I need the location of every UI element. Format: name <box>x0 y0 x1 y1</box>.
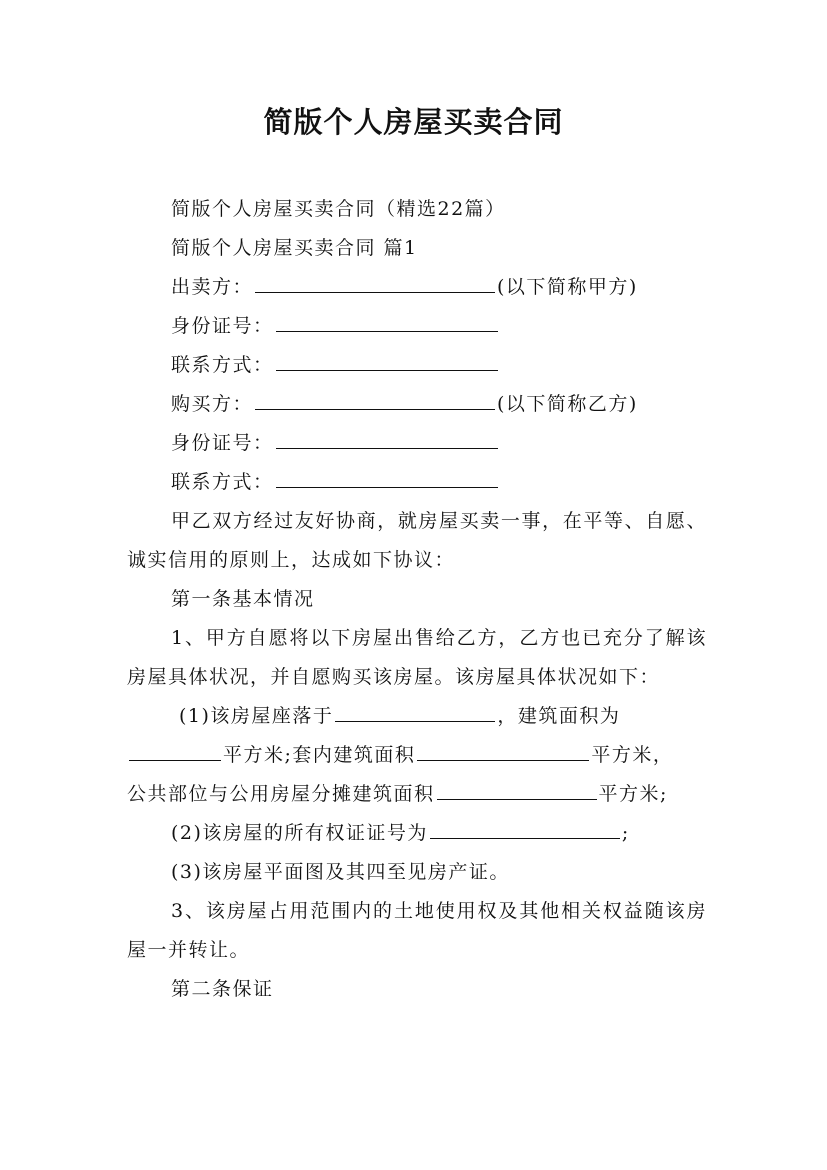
article-2-heading: 第二条保证 <box>171 978 274 1000</box>
buyer-contact-label: 联系方式： <box>171 471 274 493</box>
item-1-area-label: ，建筑面积为 <box>497 705 621 727</box>
seller-id-label: 身份证号： <box>171 315 274 337</box>
buyer-contact-line <box>127 463 707 502</box>
seller-id-blank <box>276 312 498 332</box>
item-1-shared-area-label: 公共部位与公用房屋分摊建筑面积 <box>127 783 435 805</box>
buyer-line <box>127 385 707 424</box>
item-1-line-1 <box>127 697 707 736</box>
subtitle-line: 简版个人房屋买卖合同（精选22篇） <box>171 198 506 220</box>
seller-label: 出卖方： <box>171 276 254 298</box>
item-3-line: (3)该房屋平面图及其四至见房产证。 <box>171 861 510 883</box>
clause-1-paragraph: 1、甲方自愿将以下房屋出售给乙方，乙方也已充分了解该房屋具体状况，并自愿购买该房屋。该房屋具体状况如下： <box>127 627 707 688</box>
seller-id-line <box>127 307 707 346</box>
item-1-location-label: (1)该房屋座落于 <box>179 705 334 727</box>
buyer-id-line <box>127 424 707 463</box>
buyer-id-blank <box>276 429 498 449</box>
item-1-inner-area-label: 平方米;套内建筑面积 <box>223 744 416 766</box>
seller-contact-blank <box>276 351 498 371</box>
seller-line <box>127 268 707 307</box>
certificate-number-blank <box>430 819 620 839</box>
seller-contact-label: 联系方式： <box>171 354 274 376</box>
buyer-suffix: (以下简称乙方) <box>497 393 638 415</box>
shared-area-blank <box>437 780 597 800</box>
item-2-end: ; <box>621 822 630 844</box>
seller-name-blank <box>255 273 495 293</box>
item-2-label: (2)该房屋的所有权证证号为 <box>171 822 428 844</box>
building-area-blank <box>129 741 221 761</box>
inner-area-blank <box>417 741 589 761</box>
item-1-line-2 <box>127 736 707 775</box>
location-blank <box>335 702 495 722</box>
document-body <box>127 190 707 1009</box>
buyer-contact-blank <box>276 468 498 488</box>
seller-suffix: (以下简称甲方) <box>497 276 638 298</box>
seller-contact-line <box>127 346 707 385</box>
buyer-name-blank <box>255 390 495 410</box>
item-1-unit-2: 平方米; <box>598 783 668 805</box>
document-title: 简版个人房屋买卖合同 <box>263 105 564 139</box>
article-1-heading: 第一条基本情况 <box>171 588 315 610</box>
item-1-line-3 <box>127 775 707 814</box>
buyer-label: 购买方： <box>171 393 254 415</box>
item-1-unit-1: 平方米， <box>591 744 674 766</box>
clause-3-paragraph: 3、该房屋占用范围内的土地使用权及其他相关权益随该房屋一并转让。 <box>127 900 707 961</box>
intro-paragraph: 甲乙双方经过友好协商，就房屋买卖一事，在平等、自愿、诚实信用的原则上，达成如下协议： <box>127 510 707 571</box>
buyer-id-label: 身份证号： <box>171 432 274 454</box>
item-2-line <box>127 814 707 853</box>
part-heading: 简版个人房屋买卖合同 篇1 <box>171 237 418 259</box>
